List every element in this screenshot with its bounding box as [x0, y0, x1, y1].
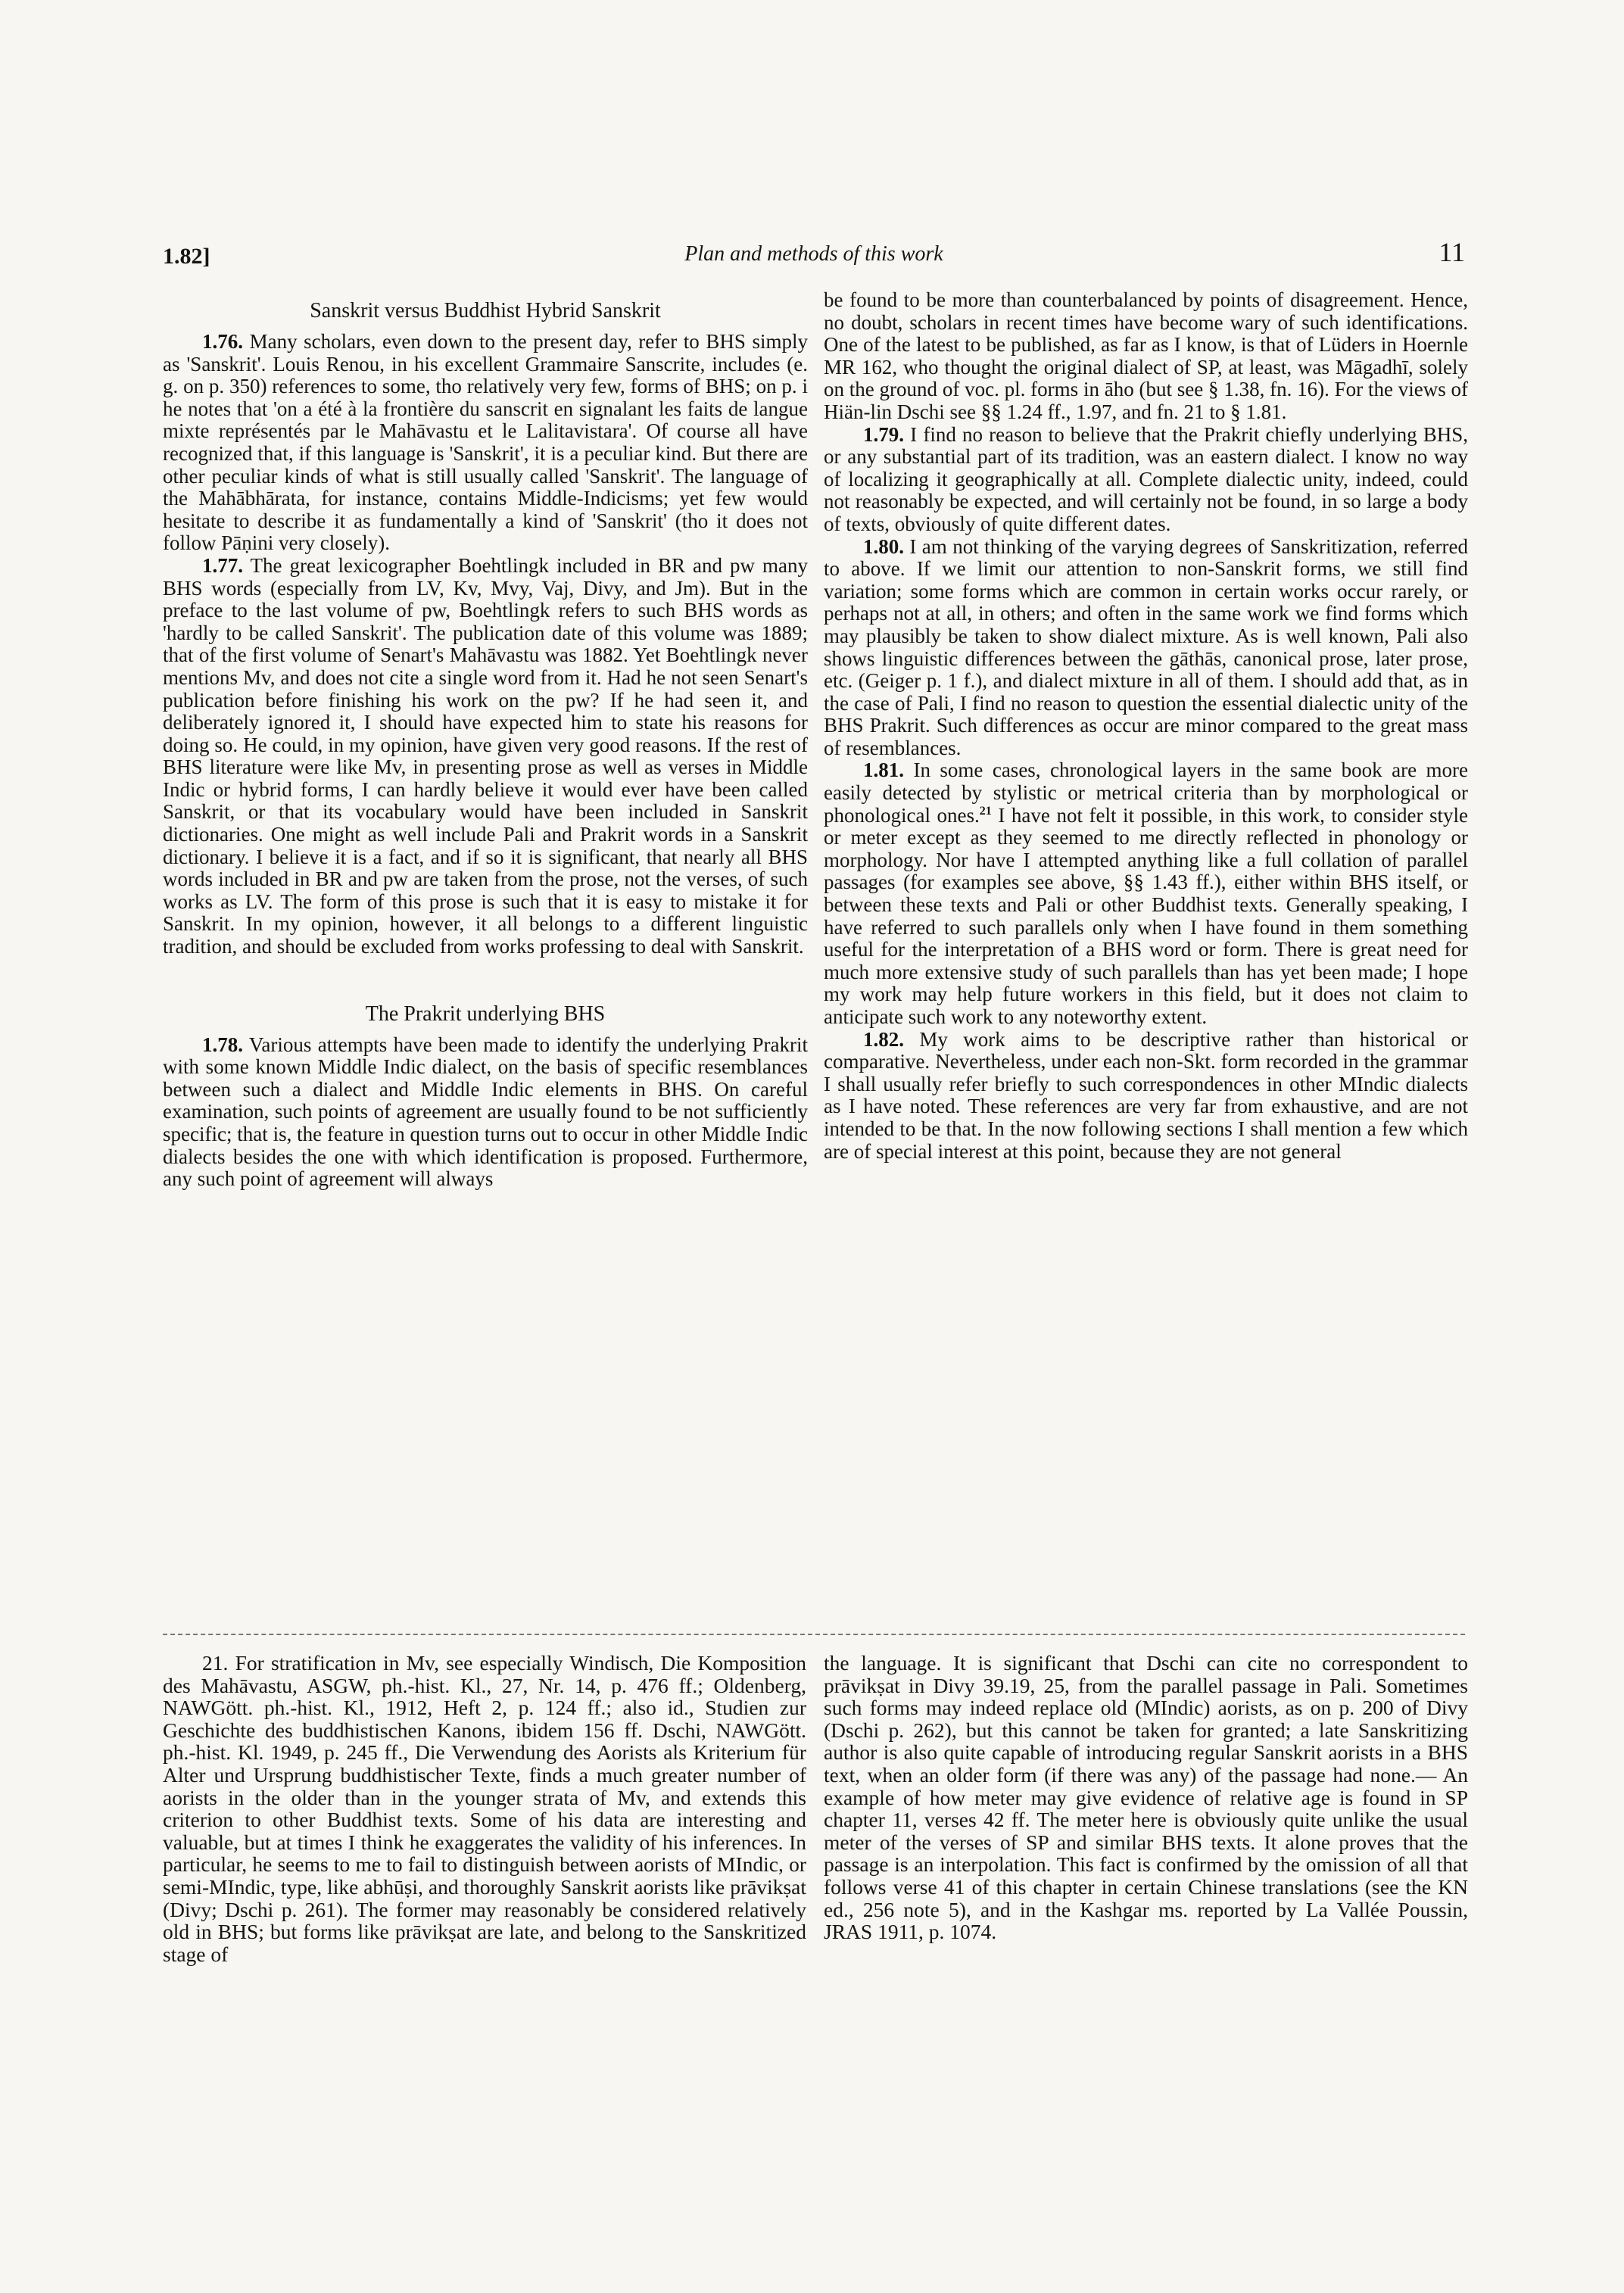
paragraph-1-82 — [824, 1029, 1468, 1164]
paragraph-1-78-continued: be found to be more than counterbalanced by points of disagreement. Hence, no doubt, scholars in recent times have become wary of such identifications. One of the latest to be published, as far as I know, is that of Lüders in Hoernle MR 162, who thought the original dialect of SP, at least, was Māgadhī, solely on the ground of voc. pl. forms in āho (but see § 1.38, fn. 16). For the views of Hiän-lin Dschi see §§ 1.24 ff., 1.97, and fn. 21 to § 1.81. — [824, 288, 1468, 423]
paragraph-1-79 — [824, 424, 1468, 536]
paragraph-text: Many scholars, even down to the present day, refer to BHS simply as 'Sanskrit'. Louis Renou, in his excellent Grammaire Sanscrite, includes (e. g. on p. 350) references to some, tho relatively very few, forms of BHS; on p. i he notes that 'on a été à la frontière du sanscrit en signalant les faits de langue mixte représentés par le Mahāvastu et le Lalitavistara'. Of course all have recognized that, if this language is 'Sanskrit', it is a peculiar kind. But there are other peculiar kinds of what is still usually called 'Sanskrit'. The language of the Mahābhārata, for instance, contains Middle-Indicisms; yet few would hesitate to describe it as fundamentally a kind of 'Sanskrit' (tho it does not follow Pāṇini very closely). — [163, 330, 808, 555]
paragraph-text-continued: I have not felt it possible, in this work, to consider style or meter except as they seemed to me directly reflected in phonology or morphology. Nor have I attempted anything like a full collation of parallel passages (for examples see above, §§ 1.43 ff.), either within BHS itself, or between these texts and Pali or other Buddhist texts. Generally speaking, I have referred to such parallels only when I have found in them something useful for the interpretation of a BHS word or form. There is great need for much more extensive study of such parallels than has yet been made; I hope my work may help future workers in this field, but it does not claim to anticipate such work to any noteworthy extent. — [824, 803, 1468, 1028]
paragraph-number: 1.80. — [863, 534, 904, 558]
page-header — [163, 239, 1465, 277]
running-title: Plan and methods of this work — [684, 242, 943, 266]
paragraph-1-76 — [163, 331, 808, 555]
footnote-right — [824, 1652, 1468, 1943]
footnote-left — [163, 1652, 806, 1965]
footnote-reference[interactable]: 21 — [979, 804, 992, 818]
right-column — [824, 289, 1468, 1163]
paragraph-1-77 — [163, 555, 808, 958]
paragraph-text: In some cases, chronological layers in the same book are more easily detected by stylistic or metrical criteria than by morphological or phonological ones. — [824, 759, 1468, 827]
paragraph-text: Various attempts have been made to identify the underlying Prakrit with some known Middle Indic dialect, on the basis of specific resemblances between such a dialect and Middle Indic elements in BHS. On careful examination, such points of agreement are usually found to be not sufficiently specific; that is, the feature in question turns out to occur in other Middle Indic dialects besides the one with which identification is proposed. Furthermore, any such point of agreement will always — [163, 1033, 809, 1191]
heading-sanskrit-vs-bhs: Sanskrit versus Buddhist Hybrid Sanskrit — [310, 299, 661, 322]
paragraph-1-80 — [824, 536, 1468, 760]
paragraph-1-78 — [163, 1034, 808, 1191]
paragraph-number: 1.78. — [202, 1033, 243, 1056]
heading-prakrit-underlying: The Prakrit underlying BHS — [365, 1002, 606, 1026]
paragraph-1-81 — [824, 759, 1468, 1028]
paragraph-text: The great lexicographer Boehtlingk included in BR and pw many BHS words (especially from LV, Kv, Mvy, Vaj, Divy, and Jm). But in the preface to the last volume of pw, Boehtlingk refers to such BHS words as 'hardly to be called Sanskrit'. The publication date of this volume was 1889; that of the first volume of Senart's Mahāvastu was 1882. Yet Boehtlingk never mentions Mv, and does not cite a single word from it. Had he not seen Senart's publication before finishing his work on the pw? If he had seen it, and deliberately ignored it, I should have expected him to state his reasons for doing so. He could, in my opinion, have given very good reasons. If the rest of BHS literature were like Mv, in presenting prose as well as verses in Middle Indic or hybrid forms, I can hardly believe it would ever have been called Sanskrit, or that its vocabulary would have been included in Sanskrit dictionaries. One might as well include Pali and Prakrit words in a Sanskrit dictionary. I believe it is a fact, and if so it is significant, that nearly all BHS words included in BR and pw are taken from the prose, not the verses, of such works as LV. The form of this prose is such that it is easy to mistake it for Sanskrit. In my opinion, however, it all belongs to a different linguistic tradition, and should be excluded from works professing to deal with Sanskrit. — [163, 553, 808, 958]
section-marker: 1.82] — [163, 244, 210, 269]
page-number: 11 — [1439, 237, 1465, 267]
paragraph-number: 1.82. — [863, 1027, 904, 1051]
footnote-number: 21. — [202, 1651, 229, 1675]
paragraph-text: My work aims to be descriptive rather than historical or comparative. Nevertheless, under each non-Skt. form recorded in the grammar I shall usually refer briefly to such correspondences in other MIndic dialects as I have noted. These references are very far from exhaustive, and are not intended to be that. In the now following sections I shall mention a few which are of special interest at this point, because they are not general — [824, 1027, 1468, 1163]
paragraph-number: 1.81. — [863, 759, 904, 782]
paragraph-text: I am not thinking of the varying degrees of Sanskritization, referred to above. If we limit our attention to non-Sanskrit forms, we still find variation; some forms which are common in certain works occur rarely, or perhaps not at all, in others; and often in the same work we find forms which may plausibly be taken to show dialect mixture. As is well known, Pali also shows linguistic differences between the gāthās, canonical prose, later prose, etc. (Geiger p. 1 f.), and dialect mixture in all of them. I should add that, as in the case of Pali, I find no reason to question the essential dialectic unity of the BHS Prakrit. Such differences as occur are minor compared to the great mass of resemblances. — [824, 534, 1468, 759]
left-column — [163, 299, 808, 1191]
footnote-21 — [163, 1652, 806, 1965]
footnote-divider — [163, 1634, 1465, 1635]
paragraph-number: 1.76. — [202, 330, 243, 353]
paragraph-number: 1.77. — [202, 553, 243, 577]
paragraph-number: 1.79. — [863, 422, 904, 446]
paragraph-text: I find no reason to believe that the Prakrit chiefly underlying BHS, or any substantial part of its tradition, was an eastern dialect. I know no way of localizing it geographically at all. Complete dialectic unity, indeed, could not reasonably be expected, and will certainly not be found, in so large a body of texts, obviously of quite different dates. — [824, 422, 1469, 535]
footnote-text: For stratification in Mv, see especially Windisch, Die Komposition des Mahāvastu, ASGW, ph.-hist. Kl., 27, Nr. 14, p. 476 ff.; Oldenberg, NAWGött. ph.-hist. Kl., 1912, Heft 2, p. 124 ff.; also id., Studien zur Geschichte des buddhistischen Kanons, ibidem 156 ff. Dschi, NAWGött. ph.-hist. Kl. 1949, p. 245 ff., Die Verwendung des Aorists als Kriterium für Alter und Ursprung buddhistischer Texte, finds a much greater number of aorists in the older than in the younger strata of Mv, and extends this criterion to other Buddhist texts. Some of his data are interesting and valuable, but at times I think he exaggerates the validity of his inferences. In particular, he seems to me to fail to distinguish between aorists of MIndic, or semi-MIndic, type, like abhūṣi, and thoroughly Sanskrit aorists like prāvikṣat (Divy; Dschi p. 261). The former may reasonably be considered relatively old in BHS; but forms like prāvikṣat are late, and belong to the Sanskritized stage of — [163, 1651, 807, 1966]
footnote-21-continued: the language. It is significant that Dschi can cite no correspondent to prāvikṣat in Divy 39.19, 25, from the parallel passage in Pali. Sometimes such forms may indeed replace old (MIndic) aorists, as on p. 200 of Divy (Dschi p. 262), but this cannot be taken for granted; a late Sanskritizing author is also quite capable of introducing regular Sanskrit aorists in a BHS text, when an older form (if there was any) of the passage had none.— An example of how meter may give evidence of relative age is found in SP chapter 11, verses 42 ff. The meter here is obviously quite unlike the usual meter of the verses of SP and similar BHS texts. It alone proves that the passage is an interpolation. This fact is confirmed by the omission of all that follows verse 41 of this chapter in certain Chinese translations (see the KN ed., 256 note 5), and in the Kashgar ms. reported by La Vallée Poussin, JRAS 1911, p. 1074. — [824, 1651, 1468, 1944]
